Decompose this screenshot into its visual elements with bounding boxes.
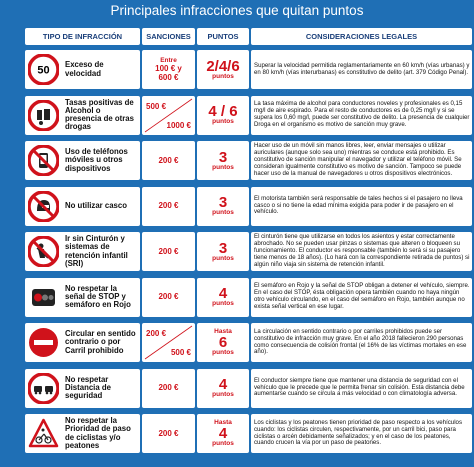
table-row xyxy=(25,96,472,136)
infraccion-label: Uso de teléfonos móviles u otros dispositivos xyxy=(65,147,128,173)
seatbelt-icon xyxy=(28,236,59,267)
puntos-cell xyxy=(197,96,249,135)
puntos-unit: puntos xyxy=(212,72,234,80)
sancion-cell xyxy=(142,187,195,226)
sancion-max: 500 € xyxy=(170,348,191,357)
svg-text:50: 50 xyxy=(37,64,50,77)
puntos-value: 3 xyxy=(218,148,228,166)
mobile-phone-icon xyxy=(28,145,59,176)
consideracion-cell xyxy=(251,232,472,271)
puntos-cell xyxy=(197,232,249,271)
table-row xyxy=(25,50,472,90)
infraccion-label: Circular en sentido contrario o por Carril prohibido xyxy=(65,329,136,355)
cyclist-pedestrian-icon xyxy=(28,418,59,449)
puntos-value: 6 xyxy=(218,334,228,351)
infraccion-cell xyxy=(25,323,140,362)
infraccion-cell xyxy=(25,141,140,180)
sancion-cell xyxy=(142,50,195,89)
puntos-cell xyxy=(197,369,249,408)
puntos-unit: puntos xyxy=(212,118,234,126)
puntos-unit: puntos xyxy=(212,254,234,262)
speed-limit-50-icon xyxy=(28,54,59,85)
infraccion-label: Exceso de velocidad xyxy=(65,60,104,78)
consideracion-cell xyxy=(251,278,472,317)
consideracion-text: El cinturón tiene que utilizarse en todos los asientos y estar correctamente abrochado. No se pueden usar pinzas o sistemas que alteren o bloqueen su funcionamiento. El conductor es responsable (también lo será si su pasajero tiene menos de 18 años). (Lo hará con la correspondiente retirada de puntos) si algún niño viaja sin sistema de retención infantil. xyxy=(254,233,470,268)
consideracion-text: Superar la velocidad permitida reglamentariamente en 60 km/h (vías urbanas) y en 80 km/h (vías interurbanas) es constitutivo de delito (art. 379 Código Penal). xyxy=(254,61,470,76)
consideracion-cell xyxy=(251,414,472,453)
infraccion-label: Tasas positivas de Alcohol o presencia de otras drogas xyxy=(65,97,134,132)
infraccion-cell xyxy=(25,232,140,271)
puntos-cell xyxy=(197,278,249,317)
page-title: Principales infracciones que quitan puntos xyxy=(110,3,364,18)
infraccion-label: No utilizar casco xyxy=(65,200,127,210)
puntos-value: 4 / 6 xyxy=(208,103,238,121)
sancion-amount: 200 € xyxy=(158,292,179,302)
consideracion-cell xyxy=(251,96,472,135)
header-sanciones: SANCIONES xyxy=(142,28,195,45)
sancion-cell xyxy=(142,232,195,271)
consideracion-text: La tasa máxima de alcohol para conductores noveles y profesionales es 0,15 mg/l de aire espirado. Para el resto de conductores es de 0,25 mg/l y si se supera los 0,60 mg/l, puede ser constitutivo de delito. La presencia de cualquier Droga en el organismo es motivo de sanción muy grave. xyxy=(254,100,470,128)
sancion-amount: 200 € xyxy=(158,155,179,165)
sancion-cell xyxy=(142,323,195,362)
puntos-cell xyxy=(197,141,249,180)
infraccion-cell xyxy=(25,96,140,135)
infraccion-label: Ir sin Cinturón y sistemas de retención infantil (SRI) xyxy=(65,234,128,268)
table-row xyxy=(25,187,472,227)
puntos-value: 2/4/6 xyxy=(206,57,240,75)
header-consideraciones: CONSIDERACIONES LEGALES xyxy=(251,28,472,45)
table-row xyxy=(25,232,472,272)
consideracion-cell xyxy=(251,50,472,89)
alcohol-drugs-icon xyxy=(28,100,59,131)
consideracion-text: Hacer uso de un móvil sin manos libres, leer, enviar mensajes o utilizar auriculares (aunque solo sea uno) mientras se conduce está prohibido. Es constitutivo de sanción manipular el navegador y utilizar el teléfono móvil. Se consideran igualmente constitutivo es motivo de sanción. Tampoco se puede hacer uso de la manual de navegadores u otros dispositivos electrónicos. xyxy=(254,142,462,177)
puntos-prefix: Hasta xyxy=(214,418,232,426)
sancion-amount: 200 € xyxy=(158,383,179,393)
puntos-cell xyxy=(197,323,249,362)
sancion-amount: 200 € xyxy=(158,201,179,211)
sancion-amount: 200 € xyxy=(158,246,179,256)
sancion-cell xyxy=(142,141,195,180)
infraccion-label: No respetar Distancia de seguridad xyxy=(65,374,111,401)
table-row xyxy=(25,323,472,363)
sancion-amount: 100 € y xyxy=(155,64,182,74)
table-row xyxy=(25,141,472,181)
header-infraccion: TIPO DE INFRACCIÓN xyxy=(25,28,140,45)
puntos-cell xyxy=(197,414,249,453)
header-puntos: PUNTOS xyxy=(197,28,249,45)
sancion-cell xyxy=(142,96,195,135)
puntos-unit: puntos xyxy=(212,349,234,356)
consideracion-cell xyxy=(251,323,472,362)
puntos-value: 3 xyxy=(218,194,228,212)
puntos-unit: puntos xyxy=(212,163,234,171)
puntos-unit: puntos xyxy=(212,391,234,399)
consideracion-text: El conductor siempre tiene que mantener una distancia de seguridad con el vehículo que le precede que le permita frenar sin colisión. Esta distancia debe aumentarse cuando se circula a más velocidad o con climatología adversa. xyxy=(254,376,465,398)
traffic-light-icon xyxy=(28,282,59,313)
puntos-unit: puntos xyxy=(212,300,234,308)
infraccion-label: No respetar la Prioridad de paso de ciclistas y/o peatones xyxy=(65,416,131,450)
sancion-max: 1000 € xyxy=(166,120,191,130)
consideracion-text: La circulación en sentido contrario o por carriles prohibidos puede ser constitutivo de infracción muy grave. En el año 2018 fallecieron 290 personas como consecuencia de colisión frontal (el 16% de las víctimas mortales en ese año). xyxy=(254,327,467,356)
consideracion-text: El semáforo en Rojo y la señal de STOP obligan a detener el vehículo, siempre. En el caso del STOP, ésta obligación opera también cuando no haya ningún otro vehículo circulando, en el caso del semáforo en Rojo, también aunque no exista señal vertical en ese lugar. xyxy=(254,282,470,310)
infraccion-cell xyxy=(25,187,140,226)
puntos-value: 4 xyxy=(218,376,228,394)
puntos-prefix: Hasta xyxy=(214,327,232,335)
infraccion-cell xyxy=(25,50,140,89)
puntos-cell xyxy=(197,187,249,226)
puntos-value: 4 xyxy=(218,285,228,303)
helmet-icon xyxy=(28,191,59,222)
sancion-amount-2: 600 € xyxy=(158,73,179,83)
sancion-min: 500 € xyxy=(146,101,167,111)
table-row xyxy=(25,369,472,409)
consideracion-cell xyxy=(251,141,472,180)
infraccion-cell xyxy=(25,414,140,453)
consideracion-cell xyxy=(251,369,472,408)
sancion-amount: 200 € xyxy=(158,428,179,438)
sancion-cell xyxy=(142,414,195,453)
no-entry-icon xyxy=(28,327,59,358)
sancion-cell xyxy=(142,369,195,408)
sancion-cell xyxy=(142,278,195,317)
consideracion-cell xyxy=(251,187,472,226)
table-row xyxy=(25,278,472,318)
puntos-value: 3 xyxy=(218,239,228,257)
sancion-min: 200 € xyxy=(146,329,167,338)
consideracion-text: Los ciclistas y los peatones tienen prioridad de paso respecto a los vehículos cuando: los ciclistas circulen, respectivamente, por un carril bici, paso para ciclistas o arcén debidamente señalizados; y en el caso de los peatones, cuando crucen la vía por un paso de peatones. xyxy=(254,418,462,447)
safety-distance-icon xyxy=(28,373,59,404)
sancion-prefix: Entre xyxy=(160,56,177,64)
infraccion-cell xyxy=(25,278,140,317)
puntos-value: 4 xyxy=(218,425,228,442)
puntos-cell xyxy=(197,50,249,89)
consideracion-text: El motorista también será responsable de tales hechos si el pasajero no lleva casco o si no tiene la edad mínima exigida para poder ir de pasajero en el vehículo. xyxy=(254,194,463,216)
puntos-unit: puntos xyxy=(212,440,234,447)
infraccion-cell xyxy=(25,369,140,408)
puntos-unit: puntos xyxy=(212,209,234,217)
infraccion-label: No respetar la señal de STOP y semáforo en Rojo xyxy=(65,283,131,310)
table-row xyxy=(25,414,472,454)
